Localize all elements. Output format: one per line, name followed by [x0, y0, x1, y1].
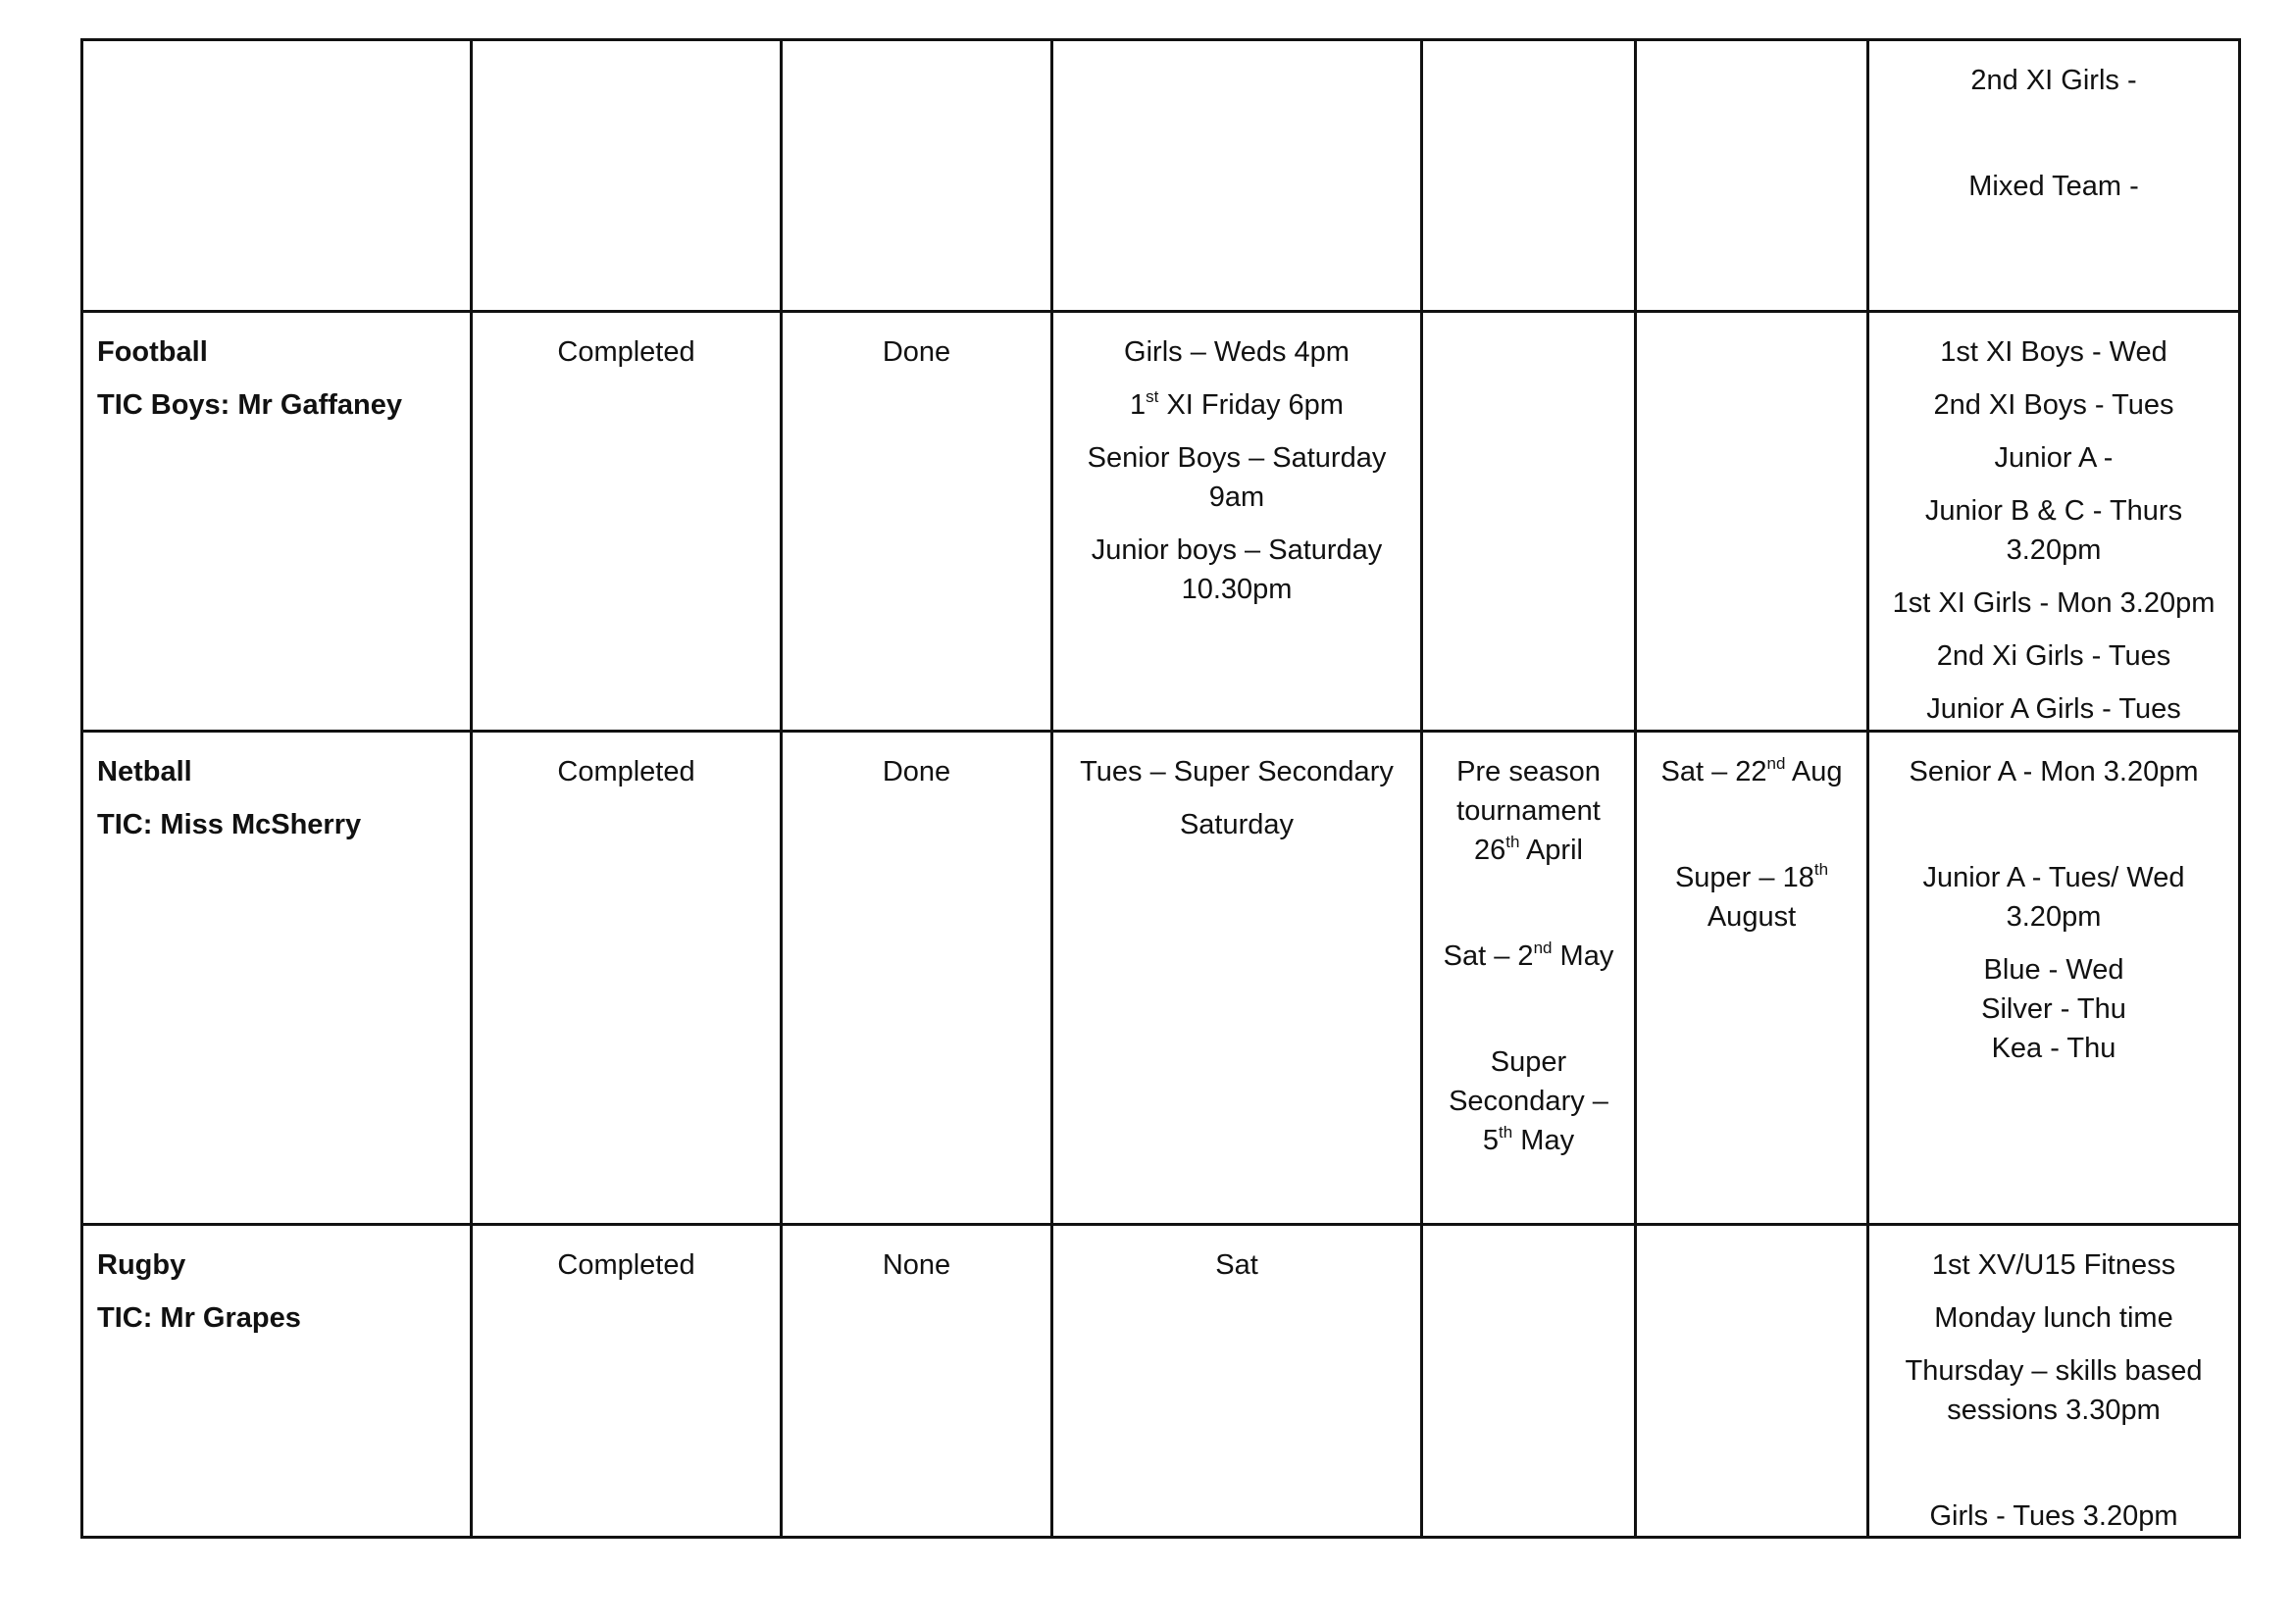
col3-cell — [782, 1225, 1052, 1538]
status-text: Completed — [557, 1249, 695, 1281]
team-line: Monday lunch time — [1934, 1302, 2173, 1334]
team-line: Girls - Tues 3.20pm — [1929, 1500, 2178, 1532]
fixture-text: XI Friday 6pm — [1166, 389, 1344, 421]
sports-schedule-table — [80, 38, 2241, 1539]
team-line: Blue - Wed — [1983, 954, 2124, 986]
team-line: 2nd XI Girls - — [1970, 65, 2137, 96]
team-line: Kea - Thu — [1991, 1033, 2116, 1064]
col3-cell — [782, 312, 1052, 732]
sport-cell — [82, 1225, 472, 1538]
status-cell — [472, 732, 782, 1225]
team-line: Junior B & C - Thurs 3.20pm — [1924, 495, 2183, 566]
fixture-line: Senior Boys – Saturday 9am — [1087, 442, 1387, 513]
table-cell — [1422, 1225, 1636, 1538]
table-cell — [1422, 40, 1636, 312]
fixture-line — [1065, 385, 1408, 425]
fixtures-cell — [1052, 312, 1422, 732]
status-cell — [472, 312, 782, 732]
status-cell — [472, 1225, 782, 1538]
event-date — [1649, 858, 1855, 937]
table-cell — [1052, 40, 1422, 312]
teams-cell — [1868, 312, 2240, 732]
table-cell — [1422, 312, 1636, 732]
date-month: August — [1707, 901, 1797, 933]
date-number: 5 — [1482, 1125, 1500, 1156]
date-suffix: nd — [1766, 754, 1786, 773]
teams-cell — [1868, 40, 2240, 312]
team-line: Silver - Thu — [1981, 993, 2126, 1025]
fixtures-cell — [1052, 1225, 1422, 1538]
tic-name: TIC: Miss McSherry — [97, 809, 362, 840]
date-prefix: Sat – 22 — [1660, 756, 1767, 787]
table-cell — [472, 40, 782, 312]
sport-cell — [82, 732, 472, 1225]
tic-name: TIC Boys: Mr Gaffaney — [97, 389, 402, 421]
table-row — [82, 732, 2240, 1225]
sport-name: Football — [97, 336, 208, 368]
tic-name: TIC: Mr Grapes — [97, 1302, 301, 1334]
date-suffix: th — [1505, 833, 1520, 851]
event-line: Super Secondary – — [1449, 1046, 1608, 1117]
table-row — [82, 1225, 2240, 1538]
date-prefix: Super – 18 — [1674, 862, 1814, 893]
team-line: Senior A - Mon 3.20pm — [1909, 756, 2199, 787]
event-date — [1649, 752, 1855, 791]
col3-text: None — [882, 1249, 951, 1281]
date-prefix: Sat – 2 — [1443, 940, 1534, 972]
team-line: 1st XI Boys - Wed — [1940, 336, 2167, 368]
sport-name: Rugby — [97, 1249, 186, 1281]
team-line: 1st XI Girls - Mon 3.20pm — [1892, 587, 2216, 619]
date-suffix: th — [1499, 1123, 1513, 1142]
team-line: 2nd Xi Girls - Tues — [1936, 640, 2171, 672]
team-line: Mixed Team - — [1968, 171, 2139, 202]
fixture-line: Tues – Super Secondary — [1080, 756, 1394, 787]
col3-text: Done — [882, 336, 951, 368]
fixture-line: Junior boys – Saturday 10.30pm — [1091, 534, 1383, 605]
fixtures-cell — [1052, 732, 1422, 1225]
dates-cell — [1636, 732, 1868, 1225]
table-cell — [1636, 1225, 1868, 1538]
date-month: April — [1525, 835, 1583, 866]
table-cell — [782, 40, 1052, 312]
fixture-line: Girls – Weds 4pm — [1124, 336, 1350, 368]
date-suffix: nd — [1533, 939, 1553, 957]
table-row — [82, 312, 2240, 732]
table-cell — [82, 40, 472, 312]
col3-text: Done — [882, 756, 951, 787]
fixture-line: Sat — [1215, 1249, 1258, 1281]
ordinal-number: 1 — [1130, 389, 1147, 421]
ordinal-suffix: st — [1146, 387, 1159, 406]
event-date — [1435, 831, 1622, 870]
team-line: Junior A Girls - Tues — [1926, 693, 2181, 725]
teams-cell — [1868, 732, 2240, 1225]
team-line: Junior A - Tues/ Wed 3.20pm — [1922, 862, 2185, 933]
sport-cell — [82, 312, 472, 732]
teams-cell — [1868, 1225, 2240, 1538]
status-text: Completed — [557, 756, 695, 787]
event-date — [1435, 1121, 1622, 1160]
sport-name: Netball — [97, 756, 192, 787]
status-text: Completed — [557, 336, 695, 368]
date-month: May — [1520, 1125, 1575, 1156]
date-suffix: th — [1813, 860, 1829, 879]
team-line: 1st XV/U15 Fitness — [1931, 1249, 2176, 1281]
event-date — [1435, 937, 1622, 976]
schedule-sheet — [80, 38, 2238, 1539]
table-cell — [1636, 312, 1868, 732]
table-cell — [1636, 40, 1868, 312]
date-number: 26 — [1474, 835, 1506, 866]
table-row — [82, 40, 2240, 312]
date-month: May — [1559, 940, 1614, 972]
team-line: Thursday – skills based sessions 3.30pm — [1905, 1355, 2203, 1426]
fixture-line: Saturday — [1179, 809, 1295, 840]
col3-cell — [782, 732, 1052, 1225]
date-month: Aug — [1791, 756, 1843, 787]
team-line: 2nd XI Boys - Tues — [1933, 389, 2174, 421]
team-line: Junior A - — [1994, 442, 2114, 474]
events-cell — [1422, 732, 1636, 1225]
event-line: Pre season tournament — [1456, 756, 1601, 827]
